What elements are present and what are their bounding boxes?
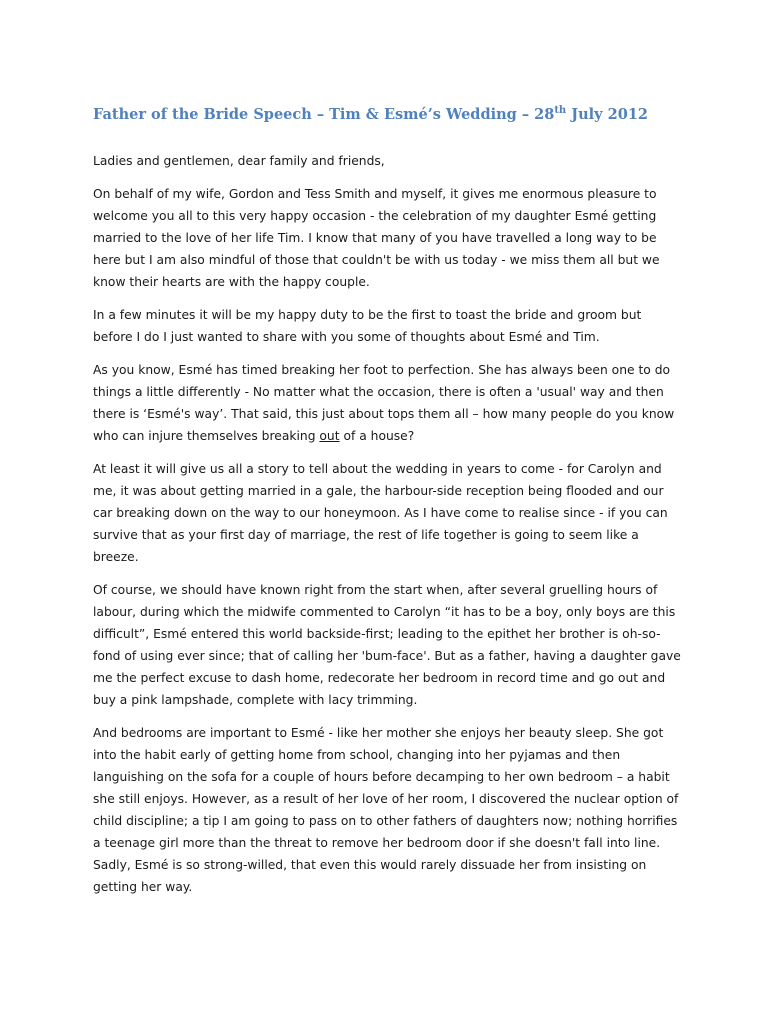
paragraph-welcome: On behalf of my wife, Gordon and Tess Smith and myself, it gives me enormous pleasure to welcome you all to this very happy occasion - the celebration of my daughter Esmé getting married to the love of her life Tim. I know that many of you have travelled a long way to be here but I am also mindful of those that couldn't be with us today - we miss them all but we know their hearts are with the happy couple. [93, 187, 660, 289]
paragraph-birth: Of course, we should have known right from the start when, after several gruelling hours of labour, during which the midwife commented to Carolyn “it has to be a boy, only boys are this difficult”, Esmé entered this world backside-first; leading to the epithet her brother is oh-so-fond of using ever since; that of calling her 'bum-face'. But as a father, having a daughter gave me the perfect excuse to dash home, redecorate her bedroom in record time and go out and buy a pink lampshade, complete with lacy trimming. [93, 583, 681, 707]
paragraph-broken-foot-text-end: of a house? [339, 429, 415, 443]
paragraph-toast: In a few minutes it will be my happy duty to be the first to toast the bride and groom but before I do I just wanted to share with you some of thoughts about Esmé and Tim. [93, 308, 642, 344]
title-superscript: th [554, 105, 567, 117]
paragraph-greeting: Ladies and gentlemen, dear family and friends, [93, 154, 385, 168]
document-body [93, 104, 683, 909]
paragraph-bedrooms: And bedrooms are important to Esmé - like her mother she enjoys her beauty sleep. She got into the habit early of getting home from school, changing into her pyjamas and then languishing on the sofa for a couple of hours before decamping to her own bedroom – a habit she still enjoys. However, as a result of her love of her room, I discovered the nuclear option of child discipline; a tip I am going to pass on to other fathers of daughters now; nothing horrifies a teenage girl more than the threat to remove her bedroom door if she doesn't fall into line. Sadly, Esmé is so strong-willed, that even this would rarely dissuade her from insisting on getting her way. [93, 726, 679, 894]
paragraph-broken-foot [93, 359, 683, 447]
document-title [93, 104, 683, 126]
title-suffix: July 2012 [566, 106, 648, 123]
paragraph-broken-foot-text-start: As you know, Esmé has timed breaking her foot to perfection. She has always been one to do things a little differently - No matter what the occasion, there is often a 'usual' way and then there is ‘Esmé's way’. That said, this just about tops them all – how many people do you know who can injure themselves breaking [93, 363, 675, 443]
paragraph-wedding-story: At least it will give us all a story to tell about the wedding in years to come - for Carolyn and me, it was about getting married in a gale, the harbour-side reception being flooded and our car breaking down on the way to our honeymoon. As I have come to realise since - if you can survive that as your first day of marriage, the rest of life together is going to seem like a breeze. [93, 462, 668, 564]
title-main: Father of the Bride Speech – Tim & Esmé’s Wedding – 28 [93, 106, 555, 123]
underlined-word: out [319, 429, 340, 443]
